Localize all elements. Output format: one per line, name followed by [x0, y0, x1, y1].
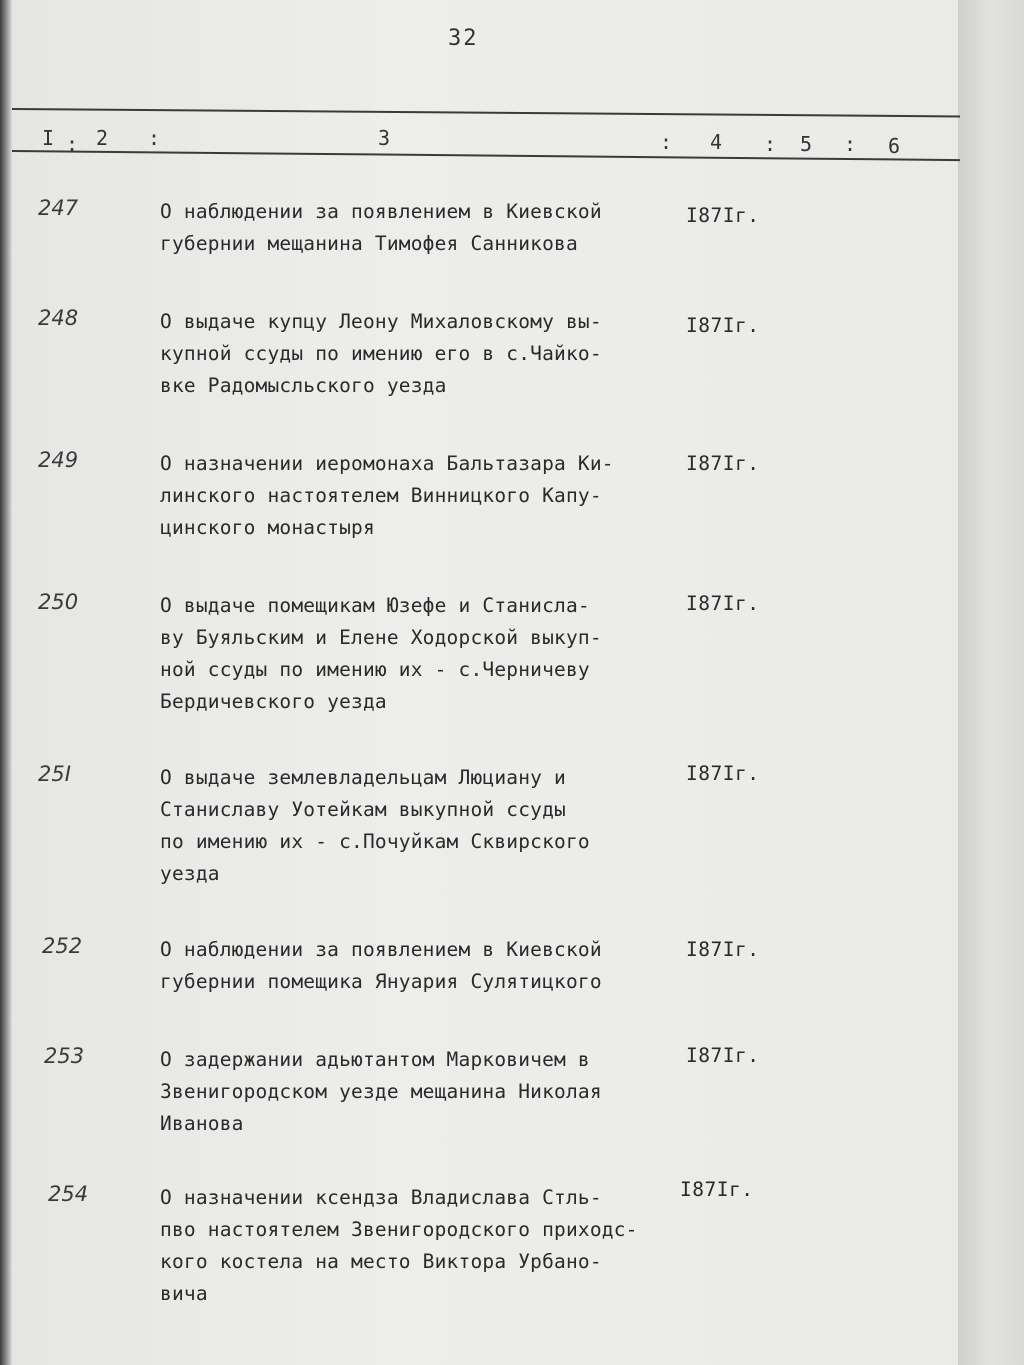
entry-year: I87Iг. [686, 592, 760, 615]
column-separator: : [66, 132, 79, 156]
entry-year: I87Iг. [686, 1044, 760, 1067]
column-number-5: 5 [800, 132, 813, 156]
entry-title: О выдаче купцу Леону Михаловскому вы- купной ссуды по имению его в с.Чайко- вке Радомысльского уезда [160, 310, 602, 397]
column-number-4: 4 [710, 130, 723, 154]
entry-year: I87Iг. [686, 938, 760, 961]
entry-number: 254 [48, 1182, 89, 1206]
entry-number: 252 [42, 934, 83, 958]
page-edge-shadow [0, 0, 12, 1365]
entry-title: О выдаче землевладельцам Люциану и Станиславу Уотейкам выкупной ссуды по имению их - с.Почуйкам Сквирского уезда [160, 766, 590, 885]
column-separator: : [844, 132, 857, 156]
entry-number: 247 [38, 196, 79, 220]
column-separator: : [148, 126, 161, 150]
entry-year: I87Iг. [680, 1178, 754, 1201]
entry-year: I87Iг. [686, 314, 760, 337]
entry-title: О выдаче помещикам Юзефе и Станисла- ву Буяльским и Елене Ходорской выкуп- ной ссуды по имению их - с.Черничеву Бердичевского уезда [160, 594, 602, 713]
entry-number: 248 [38, 306, 79, 330]
entry-year: I87Iг. [686, 204, 760, 227]
page-number: 32 [448, 26, 479, 51]
column-separator: : [764, 132, 777, 156]
column-number-3: 3 [378, 126, 391, 150]
entry-title: О задержании адьютантом Марковичем в Звенигородском уезде мещанина Николая Иванова [160, 1048, 602, 1135]
entry-year: I87Iг. [686, 452, 760, 475]
column-number-2: 2 [96, 126, 109, 150]
adjacent-sheet [958, 0, 1024, 1365]
column-number-1: I [42, 126, 55, 150]
entry-year: I87Iг. [686, 762, 760, 785]
column-number-6: 6 [888, 134, 901, 158]
entry-number: 249 [38, 448, 79, 472]
entry-title: О наблюдении за появлением в Киевской губернии помещика Януария Сулятицкого [160, 938, 602, 993]
entry-title: О назначении иеромонаха Бальтазара Ки- линского настоятелем Винницкого Капу- цинского монастыря [160, 452, 614, 539]
entry-title: О назначении ксендза Владислава Стль- пво настоятелем Звенигородского приходс- кого костела на место Виктора Урбано- вича [160, 1186, 638, 1305]
entry-number: 250 [38, 590, 79, 614]
entry-title: О наблюдении за появлением в Киевской губернии мещанина Тимофея Санникова [160, 200, 602, 255]
column-separator: : [660, 130, 673, 154]
entry-number: 253 [44, 1044, 85, 1068]
entry-number: 25I [38, 762, 71, 786]
